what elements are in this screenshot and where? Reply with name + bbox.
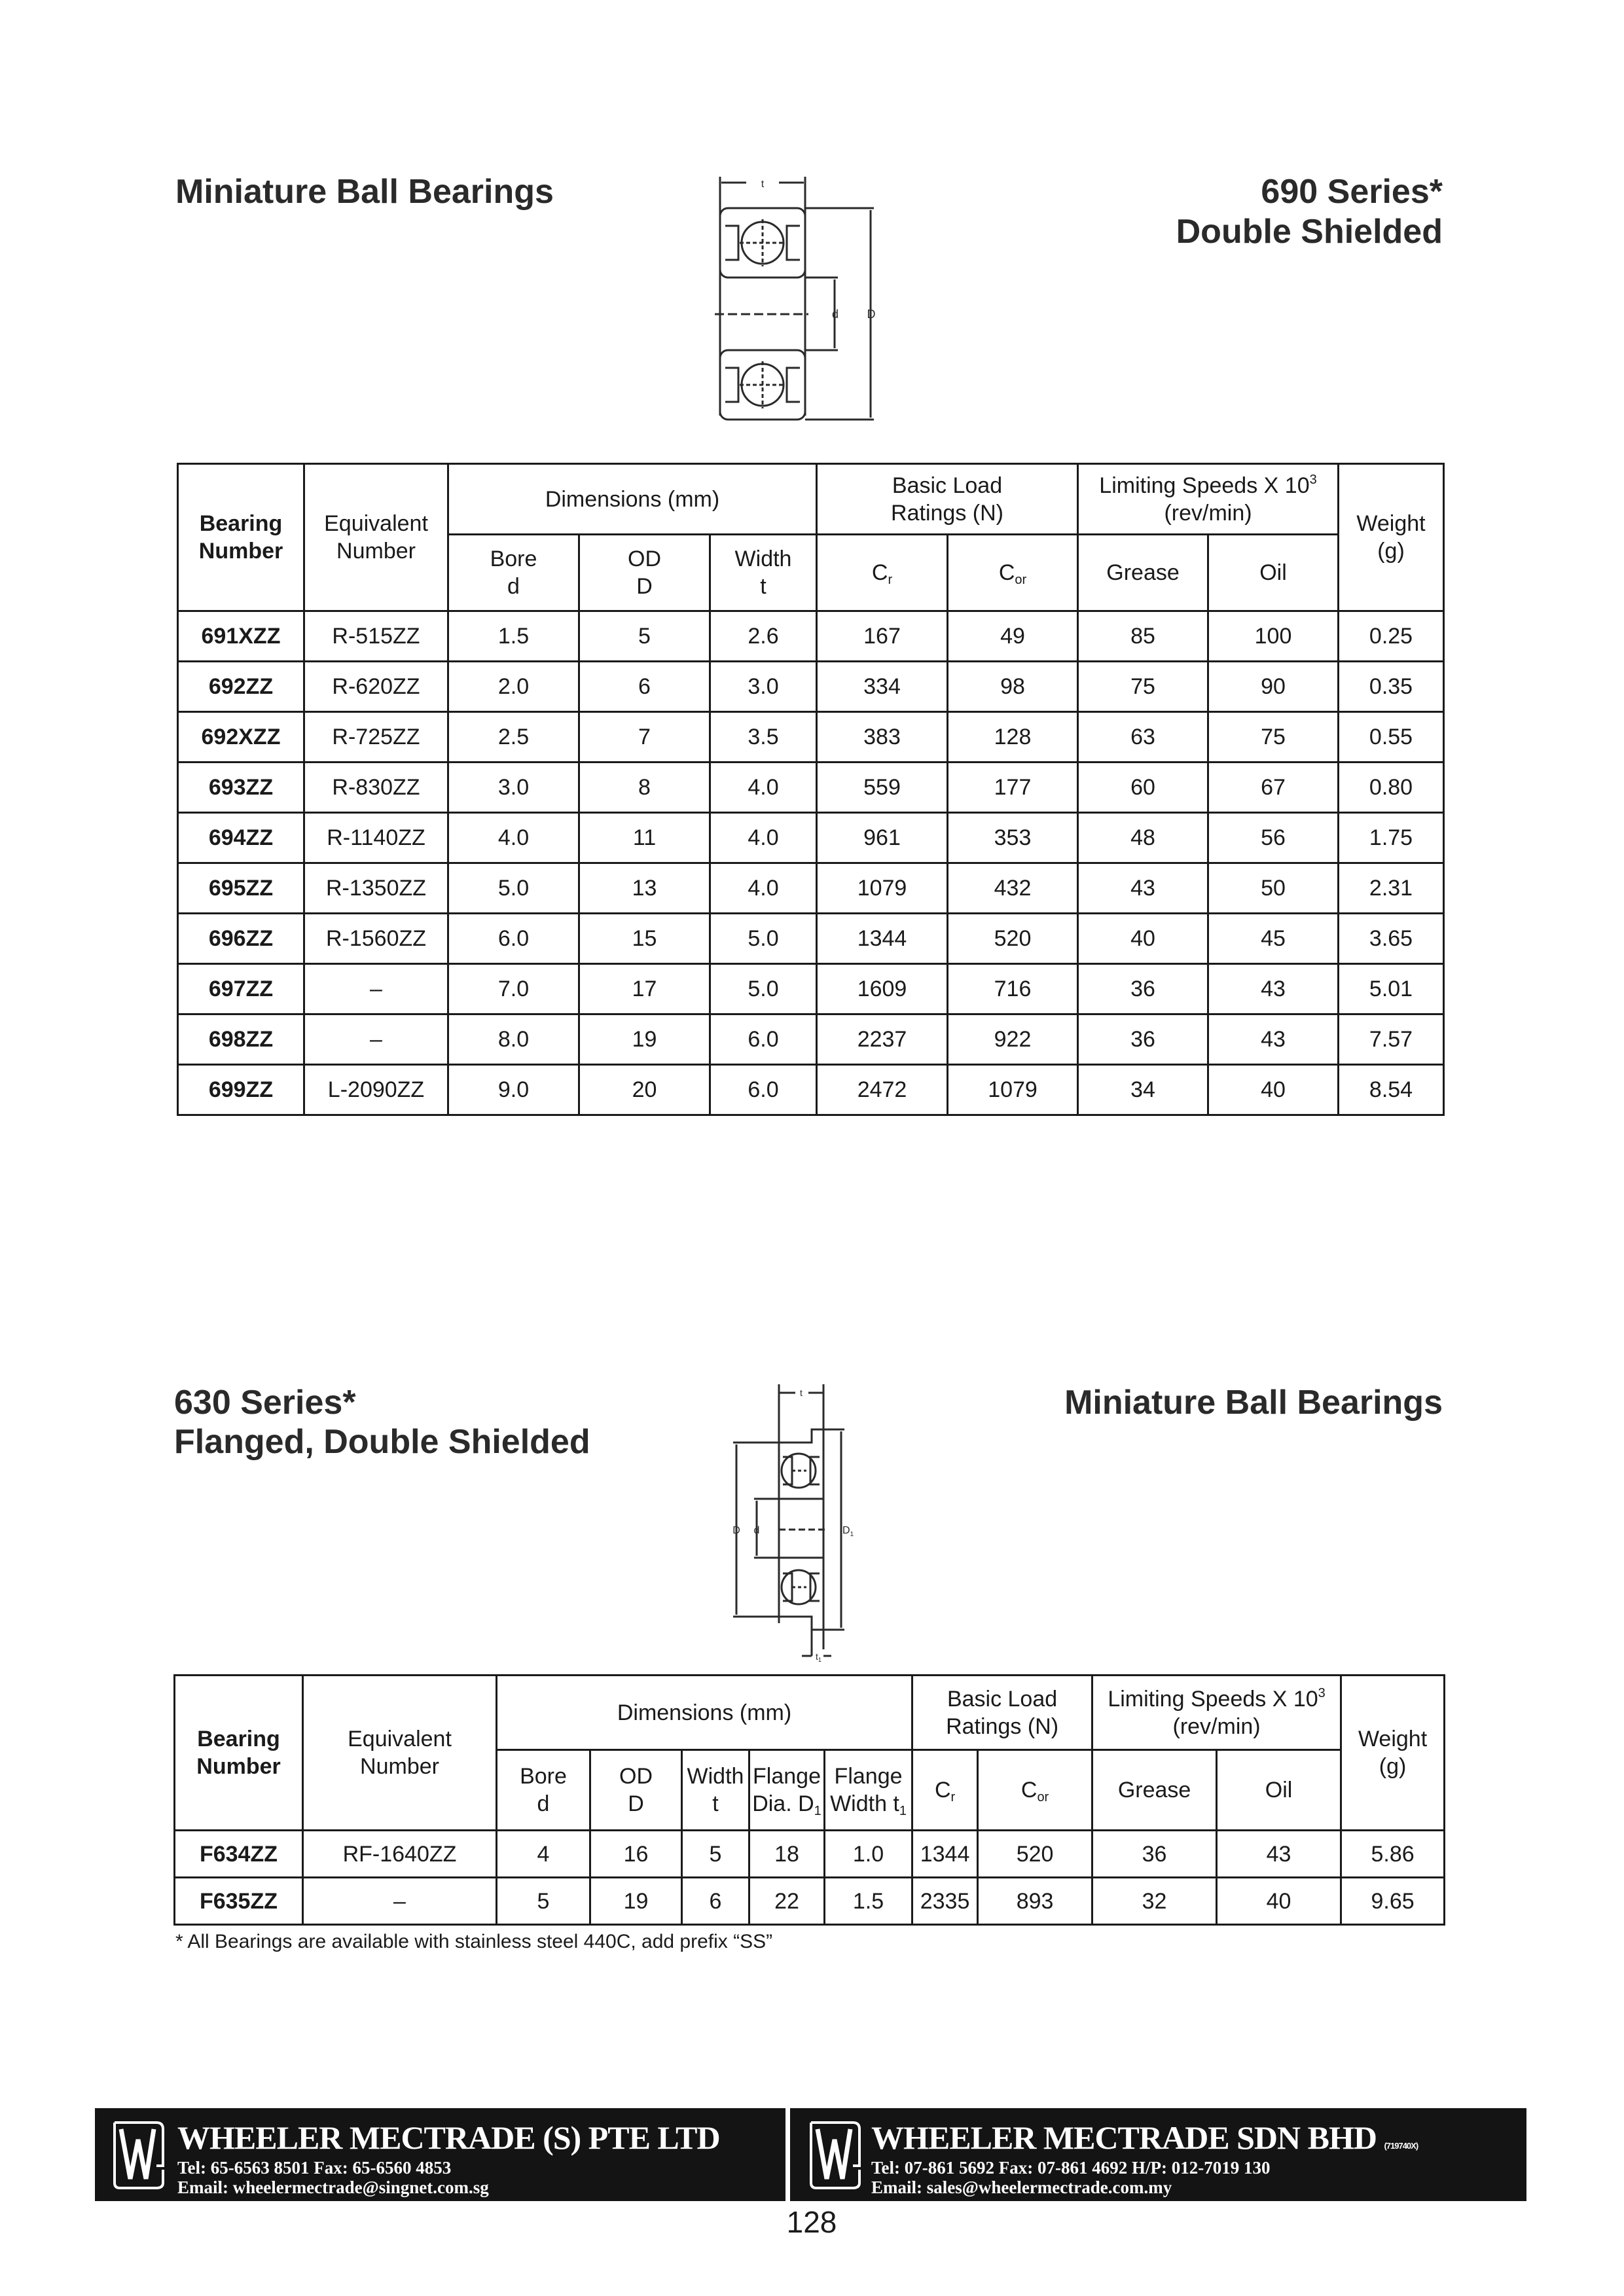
cell-od: 20 [579, 1065, 710, 1115]
section1-series-title: 690 Series* [1261, 173, 1443, 211]
table-row [175, 1831, 1445, 1878]
cell-grease: 85 [1078, 611, 1208, 662]
table-header-row [178, 464, 1444, 535]
cell-bearing: 698ZZ [178, 1014, 304, 1065]
cell-equiv: R-1560ZZ [304, 914, 448, 964]
table-row [175, 1878, 1445, 1925]
cell-bearing: 696ZZ [178, 914, 304, 964]
cell-width: 2.6 [710, 611, 817, 662]
cell-oil: 90 [1208, 662, 1339, 712]
cell-equiv: RF-1640ZZ [303, 1831, 497, 1878]
cell-od: 19 [579, 1014, 710, 1065]
cell-cr: 2237 [817, 1014, 948, 1065]
stainless-steel-footnote: * All Bearings are available with stainless steel 440C, add prefix “SS” [175, 1931, 773, 1952]
cell-cor: 98 [948, 662, 1078, 712]
header-cr: $C_r$ [817, 535, 948, 611]
section2-series-subtitle: Flanged, Double Shielded [174, 1423, 590, 1461]
cell-grease: 75 [1078, 662, 1208, 712]
cell-cr: 2335 [912, 1878, 978, 1925]
cell-oil: 43 [1208, 964, 1339, 1014]
cell-equiv: – [304, 964, 448, 1014]
cell-bearing: 699ZZ [178, 1065, 304, 1115]
footer-right-phone-fax-hp: Tel: 07-861 5692 Fax: 07-861 4692 H/P: 012-7019 130 [871, 2158, 1271, 2178]
header2-grease: Grease [1092, 1750, 1217, 1831]
diagram2-label-d: d [753, 1525, 760, 1536]
cell-od: 16 [590, 1831, 682, 1878]
cell-oil: 75 [1208, 712, 1339, 762]
table-row [178, 611, 1444, 662]
header-weight: Weight (g) [1339, 464, 1444, 611]
cell-oil: 100 [1208, 611, 1339, 662]
footer-left-email: Email: wheelermectrade@singnet.com.sg [177, 2178, 489, 2197]
cell-od: 8 [579, 762, 710, 813]
cell-bore: 5.0 [448, 863, 579, 914]
cell-equiv: R-1350ZZ [304, 863, 448, 914]
cell-cor: 716 [948, 964, 1078, 1014]
cell-bore: 8.0 [448, 1014, 579, 1065]
header-bore: Bore d [448, 535, 579, 611]
cell-oil: 40 [1208, 1065, 1339, 1115]
cell-cor: 520 [948, 914, 1078, 964]
cell-bore: 3.0 [448, 762, 579, 813]
cell-weight: 5.86 [1341, 1831, 1445, 1878]
cell-equiv: – [304, 1014, 448, 1065]
cell-cor: 128 [948, 712, 1078, 762]
cell-cr: 1609 [817, 964, 948, 1014]
header-od: OD D [579, 535, 710, 611]
cell-cor: 893 [978, 1878, 1092, 1925]
cell-weight: 7.57 [1339, 1014, 1444, 1065]
table2-header-row [175, 1676, 1445, 1750]
cell-bore: 9.0 [448, 1065, 579, 1115]
header2-bore: Bore d [497, 1750, 590, 1831]
table-row [178, 1014, 1444, 1065]
cell-equiv: – [303, 1878, 497, 1925]
cell-weight: 2.31 [1339, 863, 1444, 914]
header2-oil: Oil [1217, 1750, 1341, 1831]
cell-flange_dia: 18 [749, 1831, 825, 1878]
table-row [178, 813, 1444, 863]
cell-flange_width: 1.0 [825, 1831, 912, 1878]
cell-grease: 34 [1078, 1065, 1208, 1115]
table-row [178, 712, 1444, 762]
diagram-label-D: D [867, 308, 876, 321]
cell-grease: 36 [1078, 1014, 1208, 1065]
690-series-spec-table [177, 463, 1445, 1116]
cell-flange_width: 1.5 [825, 1878, 912, 1925]
cell-cor: 177 [948, 762, 1078, 813]
cell-od: 17 [579, 964, 710, 1014]
header-dimensions: Dimensions (mm) [448, 464, 817, 535]
cell-width: 5.0 [710, 964, 817, 1014]
cell-weight: 1.75 [1339, 813, 1444, 863]
cell-width: 3.5 [710, 712, 817, 762]
footer-right-email: Email: sales@wheelermectrade.com.my [871, 2178, 1172, 2197]
diagram-label-t: t [761, 179, 765, 190]
cell-grease: 48 [1078, 813, 1208, 863]
table-row [178, 662, 1444, 712]
cell-width: 6 [682, 1878, 749, 1925]
cell-od: 11 [579, 813, 710, 863]
cell-oil: 45 [1208, 914, 1339, 964]
cell-weight: 0.35 [1339, 662, 1444, 712]
cell-od: 7 [579, 712, 710, 762]
cell-cor: 922 [948, 1014, 1078, 1065]
header2-cor: $C_{or}$ [978, 1750, 1092, 1831]
company-registration-number: (719740X) [1384, 2141, 1418, 2151]
cell-flange_dia: 22 [749, 1878, 825, 1925]
cell-weight: 0.55 [1339, 712, 1444, 762]
header2-equivalent-number: Equivalent Number [303, 1676, 497, 1831]
table-row [178, 964, 1444, 1014]
cell-cr: 559 [817, 762, 948, 813]
section1-series-subtitle: Double Shielded [1176, 213, 1443, 251]
header2-flange-dia: Flange Dia. $D_1$ [749, 1750, 825, 1831]
cell-bearing: F635ZZ [175, 1878, 303, 1925]
cell-cr: 1344 [817, 914, 948, 964]
header-equivalent-number: Equivalent Number [304, 464, 448, 611]
header-oil: Oil [1208, 535, 1339, 611]
cell-bore: 4 [497, 1831, 590, 1878]
header-cor: $C_{or}$ [948, 535, 1078, 611]
cell-width: 3.0 [710, 662, 817, 712]
header2-width: Width t [682, 1750, 749, 1831]
svg-text:WM: WM [836, 2159, 837, 2160]
cell-weight: 8.54 [1339, 1065, 1444, 1115]
header2-weight: Weight (g) [1341, 1676, 1445, 1831]
cell-width: 4.0 [710, 813, 817, 863]
cell-bore: 7.0 [448, 964, 579, 1014]
footer-left-phone-fax: Tel: 65-6563 8501 Fax: 65-6560 4853 [177, 2158, 452, 2178]
cell-cor: 520 [978, 1831, 1092, 1878]
page-number: 128 [786, 2205, 837, 2239]
cell-grease: 32 [1092, 1878, 1217, 1925]
header2-basic-load-ratings: Basic Load Ratings (N) [912, 1676, 1092, 1750]
cell-bearing: 694ZZ [178, 813, 304, 863]
cell-oil: 67 [1208, 762, 1339, 813]
cell-od: 19 [590, 1878, 682, 1925]
cell-grease: 36 [1092, 1831, 1217, 1878]
table-row [178, 1065, 1444, 1115]
cell-width: 6.0 [710, 1014, 817, 1065]
cell-grease: 40 [1078, 914, 1208, 964]
cell-oil: 43 [1208, 1014, 1339, 1065]
cell-width: 6.0 [710, 1065, 817, 1115]
cell-oil: 43 [1217, 1831, 1341, 1878]
cell-equiv: R-725ZZ [304, 712, 448, 762]
header-width: Width t [710, 535, 817, 611]
diagram2-label-D: D [732, 1525, 740, 1536]
cell-grease: 63 [1078, 712, 1208, 762]
cell-equiv: R-515ZZ [304, 611, 448, 662]
wheeler-mectrade-logo-icon [810, 2120, 862, 2191]
bearing-cross-section-diagram [707, 167, 903, 429]
cell-cr: 961 [817, 813, 948, 863]
cell-cr: 383 [817, 712, 948, 762]
cell-width: 5 [682, 1831, 749, 1878]
header2-flange-width: Flange Width $t_1$ [825, 1750, 912, 1831]
cell-cr: 167 [817, 611, 948, 662]
footer-malaysia-company-banner [790, 2108, 1526, 2201]
header2-dimensions: Dimensions (mm) [497, 1676, 912, 1750]
section2-series-title: 630 Series* [174, 1384, 356, 1422]
cell-bore: 2.0 [448, 662, 579, 712]
cell-width: 5.0 [710, 914, 817, 964]
table-row [178, 762, 1444, 813]
table-row [178, 914, 1444, 964]
diagram-label-d: d [831, 308, 839, 321]
cell-width: 4.0 [710, 863, 817, 914]
svg-text:WM: WM [139, 2159, 141, 2160]
header2-od: OD D [590, 1750, 682, 1831]
table-row [178, 863, 1444, 914]
header-basic-load-ratings: Basic Load Ratings (N) [817, 464, 1078, 535]
cell-width: 4.0 [710, 762, 817, 813]
cell-bore: 4.0 [448, 813, 579, 863]
cell-cor: 1079 [948, 1065, 1078, 1115]
cell-cr: 2472 [817, 1065, 948, 1115]
cell-equiv: L-2090ZZ [304, 1065, 448, 1115]
section1-title-left: Miniature Ball Bearings [175, 173, 554, 211]
cell-bearing: 692XZZ [178, 712, 304, 762]
cell-oil: 50 [1208, 863, 1339, 914]
cell-bearing: 691XZZ [178, 611, 304, 662]
cell-od: 6 [579, 662, 710, 712]
cell-cor: 432 [948, 863, 1078, 914]
cell-grease: 43 [1078, 863, 1208, 914]
cell-bearing: 693ZZ [178, 762, 304, 813]
cell-grease: 60 [1078, 762, 1208, 813]
cell-weight: 0.25 [1339, 611, 1444, 662]
cell-cor: 353 [948, 813, 1078, 863]
cell-oil: 40 [1217, 1878, 1341, 1925]
cell-bearing: 692ZZ [178, 662, 304, 712]
cell-equiv: R-830ZZ [304, 762, 448, 813]
footer-left-company-name: WHEELER MECTRADE (S) PTE LTD [177, 2119, 720, 2156]
header-grease: Grease [1078, 535, 1208, 611]
cell-weight: 3.65 [1339, 914, 1444, 964]
section2-title-right: Miniature Ball Bearings [1064, 1384, 1443, 1422]
cell-od: 5 [579, 611, 710, 662]
cell-bearing: 695ZZ [178, 863, 304, 914]
630-series-spec-table [173, 1674, 1445, 1926]
header-limiting-speeds: Limiting Speeds X $10^3$ (rev/min) [1078, 464, 1339, 535]
cell-bearing: 697ZZ [178, 964, 304, 1014]
cell-weight: 0.80 [1339, 762, 1444, 813]
diagram2-label-t1: $t_1$ [816, 1651, 821, 1663]
cell-weight: 5.01 [1339, 964, 1444, 1014]
footer-right-company-name: WHEELER MECTRADE SDN BHD (719740X) [871, 2119, 1418, 2156]
cell-od: 13 [579, 863, 710, 914]
cell-bore: 5 [497, 1878, 590, 1925]
cell-equiv: R-1140ZZ [304, 813, 448, 863]
header-bearing-number: Bearing Number [178, 464, 304, 611]
header2-limiting-speeds: Limiting Speeds X $10^3$ (rev/min) [1092, 1676, 1341, 1750]
cell-equiv: R-620ZZ [304, 662, 448, 712]
cell-bore: 6.0 [448, 914, 579, 964]
cell-cor: 49 [948, 611, 1078, 662]
diagram2-label-D1: $D_1$ [842, 1525, 854, 1538]
cell-bearing: F634ZZ [175, 1831, 303, 1878]
cell-weight: 9.65 [1341, 1878, 1445, 1925]
cell-cr: 334 [817, 662, 948, 712]
header2-bearing-number: Bearing Number [175, 1676, 303, 1831]
cell-cr: 1344 [912, 1831, 978, 1878]
diagram2-label-t: t [800, 1388, 803, 1398]
footer-singapore-company-banner [95, 2108, 785, 2201]
cell-cr: 1079 [817, 863, 948, 914]
cell-bore: 2.5 [448, 712, 579, 762]
cell-od: 15 [579, 914, 710, 964]
wheeler-mectrade-logo-icon [113, 2120, 166, 2191]
cell-grease: 36 [1078, 964, 1208, 1014]
header2-cr: $C_r$ [912, 1750, 978, 1831]
cell-bore: 1.5 [448, 611, 579, 662]
flanged-bearing-cross-section-diagram [713, 1374, 884, 1676]
cell-oil: 56 [1208, 813, 1339, 863]
